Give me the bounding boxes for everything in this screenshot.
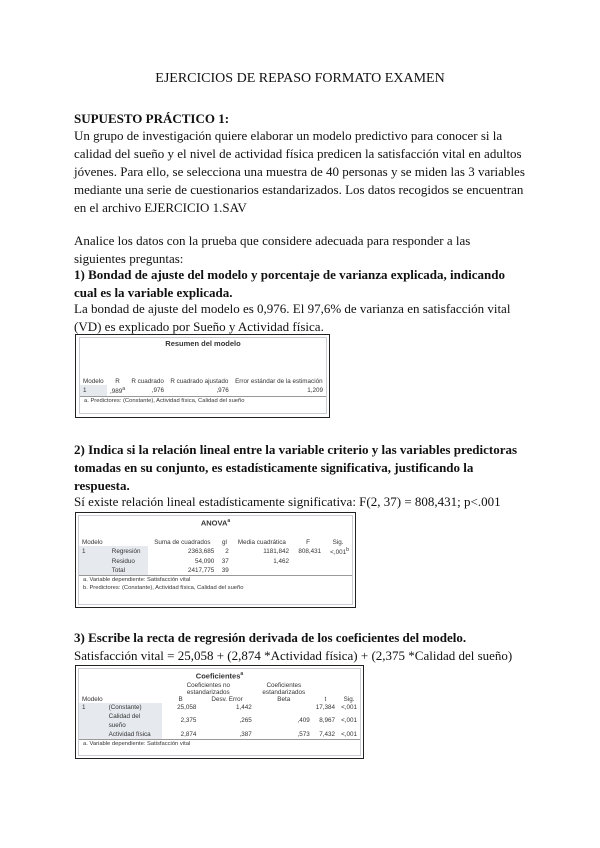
cell: 39 [217, 566, 232, 576]
answer-2: Sí existe relación lineal estadísticamente significativa: F(2, 37) = 808,431; p<.001 [74, 494, 501, 509]
cell: 1,209 [232, 385, 326, 397]
supuesto-intro [74, 127, 529, 217]
col-header: Modelo [82, 695, 103, 703]
cell [79, 712, 106, 730]
cell: 54,090 [194, 557, 215, 565]
cell: 1 [80, 385, 107, 397]
cell: 2,874 [162, 730, 200, 740]
col-header: Modelo [83, 378, 104, 385]
col-header: B [178, 695, 183, 703]
table-title: ANOVA$^a$ [200, 518, 231, 528]
coefficients-table [78, 668, 361, 756]
q2-line: 2) Indica si la relación lineal entre la variable criterio y las variables predictoras [74, 442, 518, 457]
cell [79, 566, 109, 576]
cell: Residuo [109, 557, 148, 566]
cell [292, 557, 324, 566]
table-footnote: a. Predictores: (Constante), Actividad física, Calidad del sueño [84, 398, 245, 405]
answer-3: Satisfacción vital = 25,058 + (2,874 *Actividad física) + (2,375 *Calidad del sueño) [74, 648, 513, 663]
q1-line: 1) Bondad de ajuste del modelo y porcentaje de varianza explicada, indicando [74, 267, 505, 282]
cell: 17,384 [315, 703, 336, 711]
q1-line: cual es la variable explicada. [74, 285, 233, 300]
cell: 808,431 [298, 547, 322, 555]
col-header [106, 696, 162, 703]
cell: Actividad física [106, 730, 162, 740]
col-header: Desv. Error [211, 695, 243, 703]
cell: Regresión [109, 546, 148, 557]
a1-line: La bondad de ajuste del modelo es 0,976. El 97,6% de varianza en satisfacción vital [74, 301, 511, 316]
instr-line: Analice los datos con la prueba que considere adecuada para responder a las [74, 233, 471, 248]
a1-line: (VD) es explicado por Sueño y Actividad física. [74, 319, 324, 334]
cell: ,387 [199, 730, 254, 740]
intro-line: Un grupo de investigación quiere elaborar un modelo predictivo para conocer si la [74, 128, 503, 143]
cell [79, 557, 109, 566]
cell: Calidad del sueño [106, 712, 162, 730]
q2-line: respuesta. [74, 478, 130, 493]
table-title: Coeficientes$^a$ [195, 671, 244, 681]
cell: 2417,775 [148, 566, 218, 576]
group-header: Coeficientes no estandarizados [186, 681, 230, 696]
question-3: 3) Escribe la recta de regresión derivada de los coeficientes del modelo. [74, 630, 467, 645]
col-header: Beta [277, 695, 291, 703]
cell: Total [109, 566, 148, 576]
cell: 2 [225, 547, 229, 555]
cell: 37 [221, 557, 229, 565]
col-header: Error estándar de la estimación [235, 378, 323, 385]
cell [232, 566, 292, 576]
cell: 2363,685 [187, 547, 215, 555]
question-1 [74, 266, 529, 302]
cell: 7,432 [313, 730, 338, 740]
cell: <,001 [341, 717, 357, 724]
cell: ,976 [128, 385, 167, 397]
col-header: Modelo [82, 538, 103, 546]
cell: 1,462 [273, 557, 290, 565]
cell [292, 566, 324, 576]
cell [324, 557, 352, 566]
col-header: R [115, 378, 120, 385]
cell: 25,058 [177, 703, 197, 711]
cell: 8,967 [319, 717, 336, 724]
col-header: t [324, 695, 327, 703]
cell [255, 703, 313, 712]
col-header: Media cuadrática [237, 538, 286, 546]
cell [324, 566, 352, 576]
answer-1 [74, 300, 529, 336]
cell: 1,442 [236, 703, 252, 711]
table-title: Resumen del modelo [165, 339, 241, 348]
instr-line: siguientes preguntas: [74, 251, 184, 266]
cell: 1 [79, 546, 109, 557]
intro-line: mediante una serie de cuestionarios estandarizados. Los datos recogidos se encuentran [74, 182, 524, 197]
col-header: R cuadrado ajustado [170, 378, 229, 385]
col-header: F [306, 538, 311, 546]
cell: ,265 [239, 717, 252, 724]
q2-line: tomadas en su conjunto, es estadísticamente significativa, justificando la [74, 460, 474, 475]
cell: (Constante) [106, 703, 162, 712]
col-header: gl [222, 538, 227, 546]
cell: ,573 [255, 730, 313, 740]
col-header: Sig. [332, 538, 344, 546]
cell-r: ,989$^a$ [107, 385, 128, 397]
intro-line: jóvenes. Para ello, se selecciona una muestra de 40 personas y se miden las 3 variables [74, 164, 525, 179]
col-header: Sig. [343, 695, 355, 703]
cell [79, 730, 106, 740]
table-footnote: a. Variable dependiente: Satisfacción vital [83, 740, 191, 747]
cell: <,001 [338, 730, 360, 740]
group-header: Coeficientes estandarizados [262, 681, 306, 696]
model-summary-table [79, 337, 327, 414]
anova-table [78, 515, 353, 605]
intro-line: calidad del sueño y el nivel de actividad física predicen la satisfacción vital en adultos [74, 146, 522, 161]
page-title: EJERCICIOS DE REPASO FORMATO EXAMEN [155, 71, 445, 86]
cell-sig: <,001$^b$ [330, 546, 349, 556]
instructions [74, 232, 529, 268]
cell: 1 [79, 703, 106, 712]
col-header: R cuadrado [131, 378, 164, 385]
intro-line: en el archivo EJERCICIO 1.SAV [74, 200, 247, 215]
col-header: Suma de cuadrados [154, 538, 211, 546]
table-footnote: b. Predictores: (Constante), Actividad física, Calidad del sueño [83, 584, 244, 591]
cell: 1181,842 [263, 547, 290, 555]
cell: ,976 [167, 385, 232, 397]
cell: <,001 [341, 703, 357, 711]
supuesto-heading: SUPUESTO PRÁCTICO 1: [74, 111, 230, 126]
question-2 [74, 441, 529, 495]
table-footnote: a. Variable dependiente: Satisfacción vital [83, 576, 191, 583]
col-header [109, 529, 148, 546]
cell: 2,375 [180, 717, 197, 724]
cell: ,409 [297, 717, 310, 724]
